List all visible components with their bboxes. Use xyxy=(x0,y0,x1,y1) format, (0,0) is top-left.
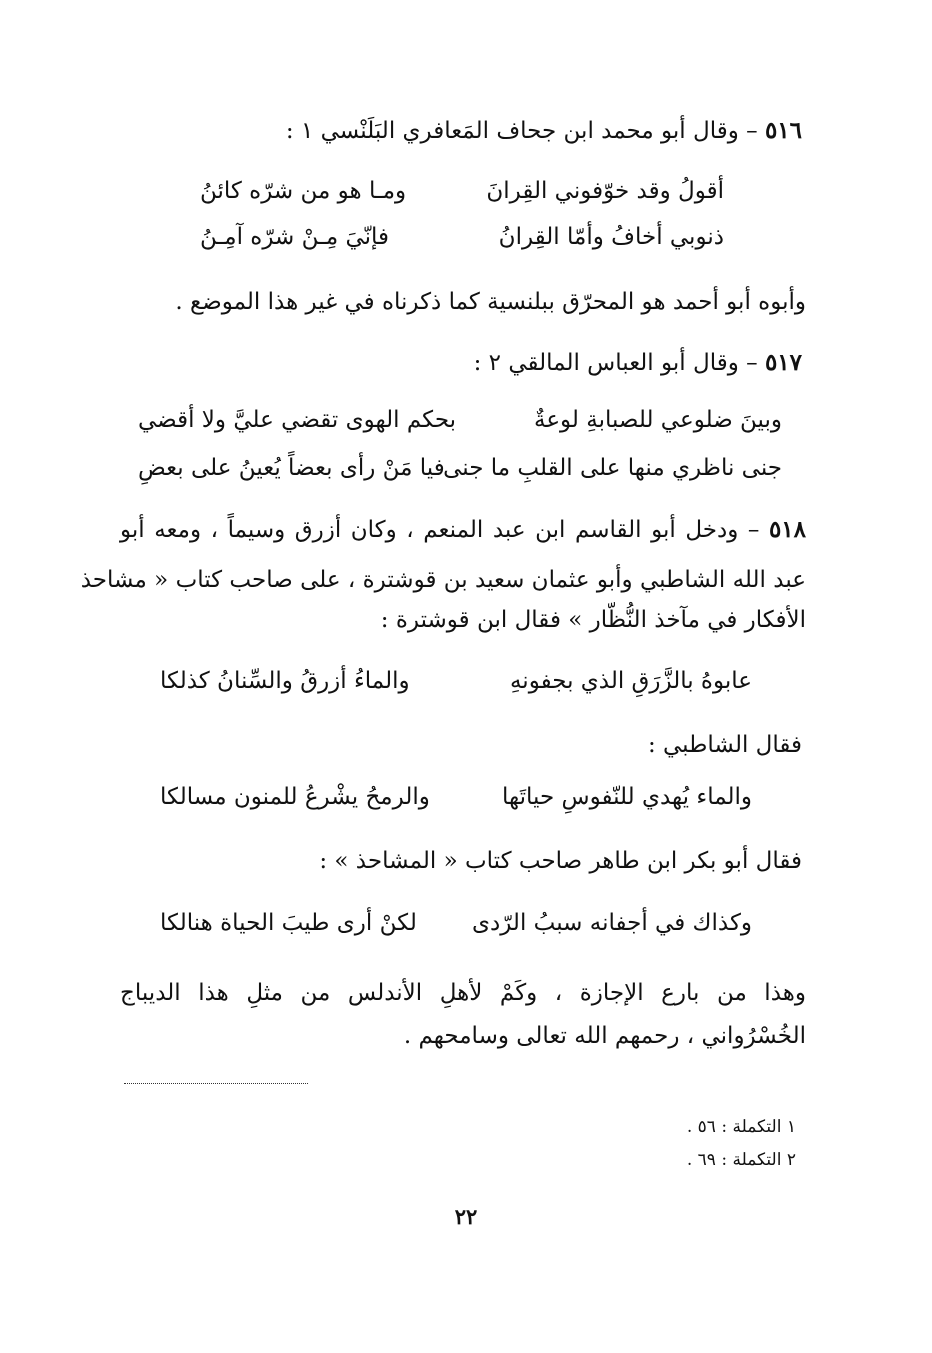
speaker-line-ibn-tahir: فقال أبو بكر ابن طاهر صاحب كتاب « المشاحذ » : xyxy=(319,848,802,874)
page-number: ٢٢ xyxy=(454,1204,478,1229)
entry-516-note: وأبوه أبو أحمد هو المحرّق ببلنسية كما ذكرناه في غير هذا الموضع . xyxy=(175,289,806,315)
entry-517-heading xyxy=(474,346,802,380)
verse-6-first-hemistich: والماء يُهدي للنّفوسِ حياتَها xyxy=(502,784,752,810)
paragraph-text: – ودخل أبو القاسم ابن عبد المنعم ، وكان أزرق وسيماً ، ومعه أبو xyxy=(120,517,760,543)
footnote-2: ٢ التكملة : ٦٩ . xyxy=(686,1150,796,1170)
verse-3-second-hemistich: بحكم الهوى تقضي عليَّ ولا أقضي xyxy=(138,407,457,433)
footnote-separator xyxy=(124,1083,308,1084)
verse-1-second-hemistich: ومـا هو من شرّه كائنُ xyxy=(200,178,407,204)
verse-3-first-hemistich: وبينَ ضلوعي للصبابةِ لوعةٌ xyxy=(533,407,782,433)
verse-2-first-hemistich: ذنوبي أخافُ وأمّا القِرانُ xyxy=(498,224,724,250)
verse-6-second-hemistich: والرمحُ يشْرعُ للمنون مسالكا xyxy=(160,784,430,810)
entry-518-paragraph-line-2: عبد الله الشاطبي وأبو عثمان سعيد بن قوشترة ، على صاحب كتاب « مشاحذ xyxy=(80,567,806,593)
speaker-line-shatibi: فقال الشاطبي : xyxy=(647,732,802,758)
entry-number: ٥١٧ xyxy=(764,349,802,376)
entry-518-paragraph-line-1 xyxy=(120,513,806,547)
verse-5-first-hemistich: عابوهُ بالزَّرَقِ الذي بجفونهِ xyxy=(509,668,752,694)
entry-number: ٥١٦ xyxy=(764,117,802,144)
closing-paragraph-line-2: الخُسْرُواني ، رحمهم الله تعالى وسامحهم . xyxy=(403,1023,806,1049)
verse-5-second-hemistich: والماءُ أزرقُ والسِّنانُ كذلكا xyxy=(160,668,410,694)
verse-7-second-hemistich: لكنْ أرى طيبَ الحياة هنالكا xyxy=(160,910,417,936)
entry-518-paragraph-line-3: الأفكار في مآخذ النُّظّار » فقال ابن قوشترة : xyxy=(380,607,806,633)
entry-516-heading xyxy=(286,114,802,148)
verse-4-second-hemistich: فيا مَنْ رأى بعضاً يُعينُ على بعضِ xyxy=(138,455,445,481)
verse-2-second-hemistich: فإنّيَ مِـنْ شرّه آمِـنُ xyxy=(200,224,390,250)
closing-paragraph-line-1: وهذا من بارع الإجازة ، وكَمْ لأهلِ الأندلس من مثلِ هذا الديباج xyxy=(120,980,806,1006)
verse-1-first-hemistich: أقولُ وقد خوّفوني القِرانَ xyxy=(486,178,724,204)
entry-number: ٥١٨ xyxy=(768,516,806,543)
entry-heading-text: – وقال أبو محمد ابن جحاف المَعافري البَلَنْسي ١ : xyxy=(285,118,758,144)
footnote-1: ١ التكملة : ٥٦ . xyxy=(686,1117,796,1137)
verse-7-first-hemistich: وكذاك في أجفانه سببُ الرّدى xyxy=(472,910,752,936)
verse-4-first-hemistich: جنى ناظري منها على القلبِ ما جنى xyxy=(443,455,782,481)
entry-heading-text: – وقال أبو العباس المالقي ٢ : xyxy=(473,350,758,376)
